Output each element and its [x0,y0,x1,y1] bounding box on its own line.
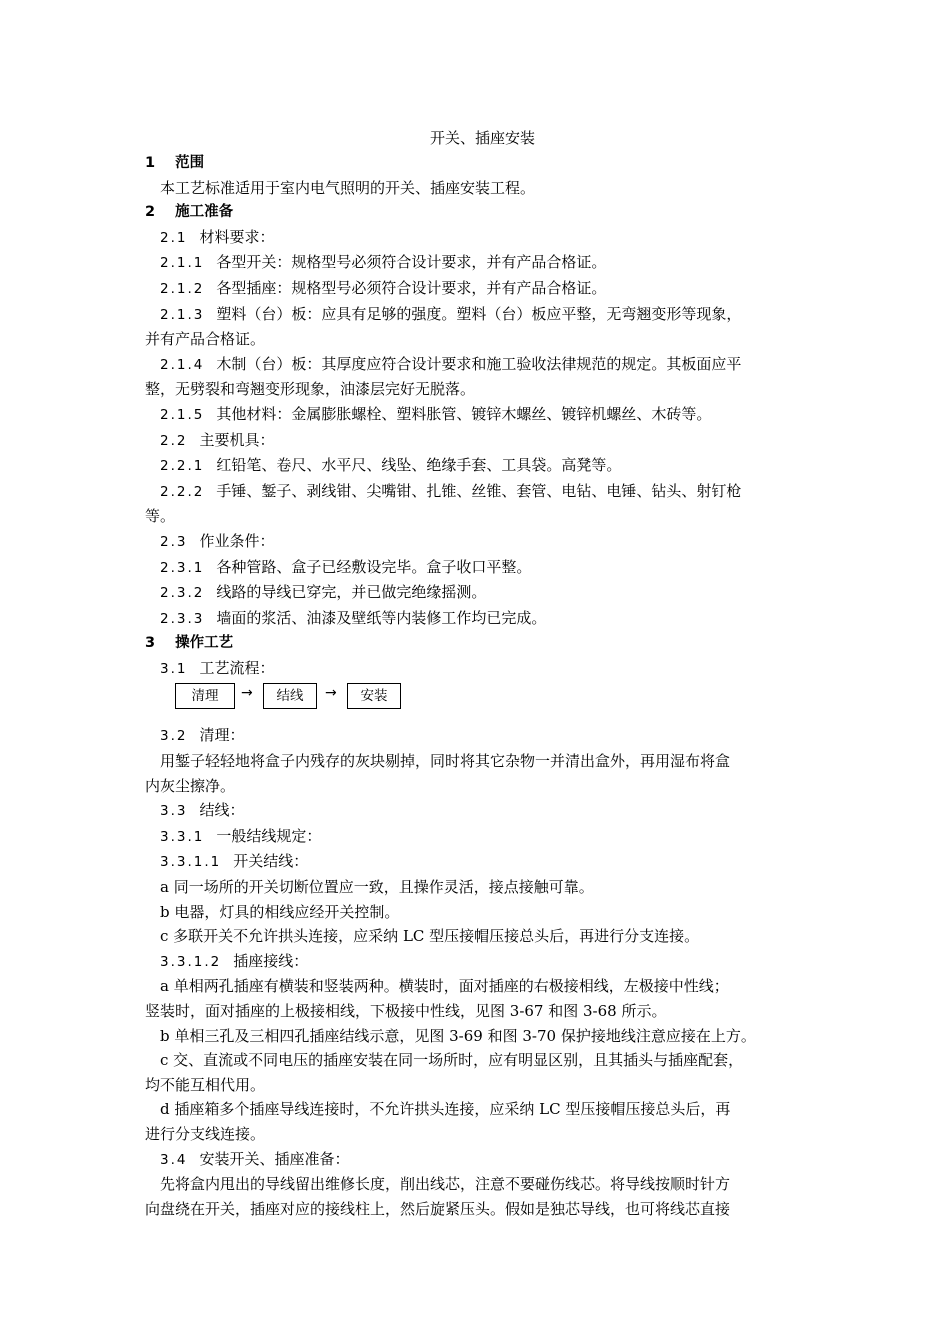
section-3-3-1-2: 3.3.1.2 插座接线： [160,951,309,970]
section-3-heading: 3 操作工艺 [145,635,234,652]
section-3-2-body: 用錾子轻轻地将盒子内残存的灰块剔掉，同时将其它杂物一并清出盒外，再用湿布将盒 [160,752,731,771]
flow-step-wiring: 结线 [263,683,317,709]
section-3-3-1-2-a-cont: 竖装时，面对插座的上极接相线，下极接中性线，见图 3-67 和图 3-68 所示。 [145,1002,667,1020]
section-2-3: 2.3 作业条件： [160,531,275,550]
flow-step-install: 安装 [347,683,401,709]
section-2-3-2: 2.3.2 线路的导线已穿完，并已做完绝缘摇测。 [160,583,487,602]
section-2-2-2-cont: 等。 [145,507,176,526]
section-3-4: 3.4 安装开关、插座准备： [160,1149,350,1168]
flow-arrow-icon: → [325,685,337,702]
section-3-1: 3.1 工艺流程： [160,658,275,677]
section-2-2: 2.2 主要机具： [160,430,275,449]
section-3-3-1-2-b: b 单相三孔及三相四孔插座结线示意，见图 3-69 和图 3-70 保护接地线注意应接在上方。 [160,1026,756,1045]
section-2-1-1: 2.1.1 各型开关：规格型号必须符合设计要求，并有产品合格证。 [160,253,607,272]
section-3-2-body-cont: 内灰尘擦净。 [145,776,236,795]
section-3-3-1: 3.3.1 一般结线规定： [160,826,322,845]
process-flow-diagram [175,683,810,723]
document-title: 开关、插座安装 [429,129,535,147]
section-3-2: 3.2 清理： [160,726,245,745]
section-3-3-1-1-b: b 电器，灯具的相线应经开关控制。 [160,902,400,921]
section-2-2-1: 2.2.1 红铅笔、卷尺、水平尺、线坠、绝缘手套、工具袋。高凳等。 [160,456,622,475]
section-2-1-2: 2.1.2 各型插座：规格型号必须符合设计要求，并有产品合格证。 [160,278,607,297]
section-3-3-1-2-d: d 插座箱多个插座导线连接时，不允许拱头连接，应采纳 LC 型压接帽压接总头后，再 [160,1100,731,1119]
section-2-3-1: 2.3.1 各种管路、盒子已经敷设完毕。盒子收口平整。 [160,557,532,576]
section-2-3-3: 2.3.3 墙面的浆活、油漆及壁纸等内装修工作均已完成。 [160,608,547,627]
section-3-3-1-1-a: a 同一场所的开关切断位置应一致，且操作灵活，接点接触可靠。 [160,878,594,897]
section-3-4-body: 先将盒内甩出的导线留出维修长度，削出线芯，注意不要碰伤线芯。将导线按顺时针方 [160,1175,731,1194]
section-2-2-2: 2.2.2 手锤、錾子、剥线钳、尖嘴钳、扎锥、丝锥、套管、电钻、电锤、钻头、射钉枪 [160,481,742,500]
section-1-body: 本工艺标准适用于室内电气照明的开关、插座安装工程。 [160,178,536,197]
section-3-3: 3.3 结线： [160,801,245,820]
document-page [145,126,810,1221]
section-2-1-4-cont: 整，无劈裂和弯翘变形现象，油漆层完好无脱落。 [145,380,476,399]
section-3-3-1-2-c-cont: 均不能互相代用。 [145,1075,266,1094]
flow-arrow-icon: → [241,685,253,702]
flow-step-clean: 清理 [175,683,235,709]
section-3-4-body-cont: 向盘绕在开关，插座对应的接线柱上，然后旋紧压头。假如是独芯导线，也可将线芯直接 [145,1199,731,1218]
section-2-heading: 2 施工准备 [145,204,234,221]
section-2-1-3: 2.1.3 塑料（台）板：应具有足够的强度。塑料（台）板应平整，无弯翘变形等现象， [160,304,742,323]
section-2-1: 2.1 材料要求： [160,227,275,246]
section-3-3-1-1-c: c 多联开关不允许拱头连接，应采纳 LC 型压接帽压接总头后，再进行分支连接。 [160,927,700,946]
section-3-3-1-2-a: a 单相两孔插座有横装和竖装两种。横装时，面对插座的右极接相线，左极接中性线； [160,977,729,996]
section-2-1-4: 2.1.4 木制（台）板：其厚度应符合设计要求和施工验收法律规范的规定。其板面应平 [160,354,742,373]
section-1-heading: 1 范围 [145,155,205,171]
section-2-1-3-cont: 并有产品合格证。 [145,330,266,349]
section-3-3-1-2-c: c 交、直流或不同电压的插座安装在同一场所时，应有明显区别，且其插头与插座配套， [160,1051,744,1070]
section-3-3-1-2-d-cont: 进行分支线连接。 [145,1124,266,1143]
section-2-1-5: 2.1.5 其他材料：金属膨胀螺栓、塑料胀管、镀锌木螺丝、镀锌机螺丝、木砖等。 [160,404,712,423]
section-3-3-1-1: 3.3.1.1 开关结线： [160,852,309,871]
